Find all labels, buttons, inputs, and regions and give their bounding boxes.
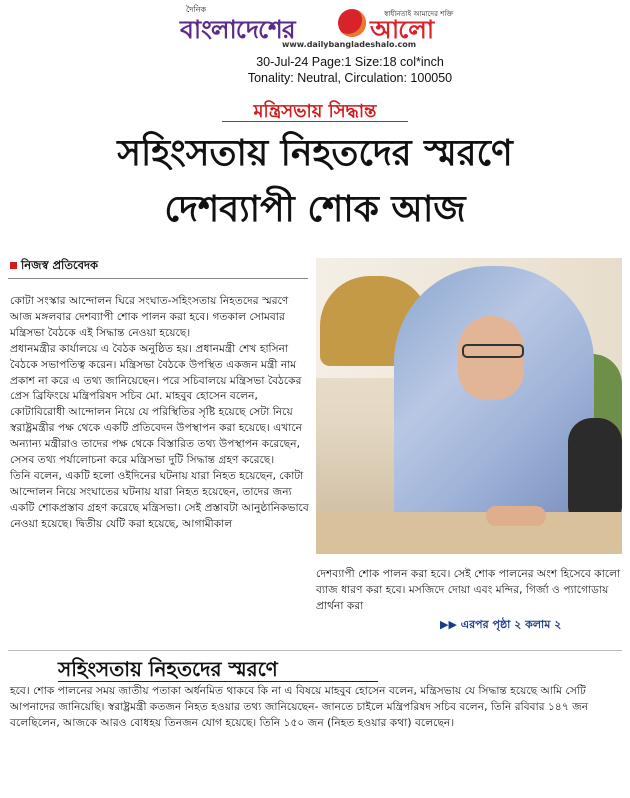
byline-text: নিজস্ব প্রতিবেদক: [21, 258, 99, 272]
continued-link[interactable]: [440, 616, 561, 635]
body-paragraph-3: তিনি বলেন, একটি হলো ওইদিনের ঘটনায় যারা নিহত হয়েছেন, কোটা আন্দোলন নিয়ে সংঘাতের ঘটনায় যারা নিহত হয়েছেন, তাদের জন্য একটি শোকপ্রস্তাব গ্রহণ করেছে মন্ত্রিসভা। সেই প্রস্তাবটা আনুষ্ঠানিকভাবে নেওয়া হয়েছে। দ্বিতীয় যেটি করা হয়েছে, আগামীকাল: [10, 468, 309, 530]
body-paragraph-2: প্রধানমন্ত্রীর কার্যালয়ে এ বৈঠক অনুষ্ঠিত হয়। প্রধানমন্ত্রী শেখ হাসিনা বৈঠকে সভাপতিত্ব করেন। মন্ত্রিসভা বৈঠকে উপস্থিত একজন মন্ত্রী নাম প্রকাশ না করে এ তথ্য জানিয়েছেন। পরে সচিবালয়ে মন্ত্রিসভা বৈঠকের প্রেস ব্রিফিংয়ে মন্ত্রিপরিষদ সচিব মো. মাহবুব হোসেন বলেন, কোটাবিরোধী আন্দোলন নিয়ে যে পরিস্থিতির সৃষ্টি হয়েছে সেটা নিয়ে স্বরাষ্ট্রমন্ত্রীর পক্ষ থেকে একটি প্রতিবেদন উপস্থাপন করা হয়েছে। এখানে অন্যান্য মন্ত্রীরাও তাদের পক্ষ থেকে বিস্তারিত তথ্য উপস্থাপন করেছেন, সেসব তথ্য পর্যালোচনা করে মন্ত্রিসভা দুটি সিদ্ধান্ত গ্রহণ করেছে।: [10, 341, 303, 467]
clip-meta: [0, 54, 630, 86]
photo-desk: [316, 512, 622, 554]
double-arrow-right-icon: ▶▶: [440, 618, 457, 631]
continuation-body: হবে। শোক পালনের সময় জাতীয় পতাকা অর্ধনমিত থাকবে কি না এ বিষয়ে মাহবুব হোসেন বলেন, মন্ত্রিসভায় যে সিদ্ধান্ত হয়েছে আমি সেটি আপনাদের জানিয়েছি। স্বরাষ্ট্রমন্ত্রী কতজন নিহত হওয়ার তথ্য জানিয়েছেন- জানতে চাইলে মন্ত্রিপরিষদ সচিব বলেন, তিনি রবিবার ১৪৭ জন বলেছিলেন, আজকে আরও বোধহয় তিনজন যোগ হয়েছে। তিনি ১৫০ জন (নিহত হওয়ার কথা) বলেছেন।: [10, 684, 589, 729]
continued-text: এরপর পৃষ্ঠা ২ কলাম ২: [460, 618, 562, 631]
masthead-name-part2: আলো: [370, 15, 434, 44]
article-body-right: দেশব্যাপী শোক পালন করা হবে। সেই শোক পালনের অংশ হিসেবে কালো ব্যাজ ধারণ করা হবে। মসজিদে দোয়া এবং মন্দির, গির্জা ও প্যাগোডায় প্রার্থনা করা: [316, 567, 621, 612]
photo-glasses: [462, 344, 524, 358]
clip-meta-line2: Tonality: Neutral, Circulation: 100050: [247, 71, 453, 85]
headline-line1: সহিংসতায় নিহতদের স্মরণে: [117, 133, 513, 174]
masthead-name-part1: বাংলাদেশের: [180, 15, 295, 44]
continuation-headline: সহিংসতায় নিহতদের স্মরণে: [58, 657, 278, 681]
masthead-tagline: স্বাধীনতাই আমাদের শক্তি: [384, 10, 454, 18]
body-paragraph-1: কোটা সংস্কার আন্দোলন ঘিরে সংঘাত-সহিংসতায় নিহতদের স্মরণে আজ মঙ্গলবার দেশব্যাপী শোক পালন করা হবে। গতকাল সোমবার মন্ত্রিসভা বৈঠকে এই সিদ্ধান্ত নেওয়া হয়েছে।: [10, 294, 289, 339]
kicker-rule: [222, 121, 408, 122]
masthead-url: www.dailybangladeshalo.com: [282, 40, 417, 49]
photo-face: [458, 316, 524, 400]
masthead-daily-label: দৈনিক: [186, 5, 207, 14]
clip-meta-line1: 30-Jul-24 Page:1 Size:18 col*inch: [256, 55, 444, 69]
article-kicker: মন্ত্রিসভায় সিদ্ধান্ত: [253, 101, 377, 122]
continuation-rule: [58, 681, 378, 682]
article-photo: [316, 258, 622, 554]
section-separator: [8, 650, 622, 651]
masthead: [0, 0, 630, 52]
byline: [10, 257, 98, 276]
headline-line2: দেশব্যাপী শোক আজ: [164, 189, 466, 230]
bullet-square-icon: [10, 262, 17, 269]
article-body-left: [10, 293, 310, 532]
byline-rule: [8, 278, 308, 279]
photo-hands: [486, 506, 546, 526]
sun-logo-icon: [338, 9, 366, 37]
